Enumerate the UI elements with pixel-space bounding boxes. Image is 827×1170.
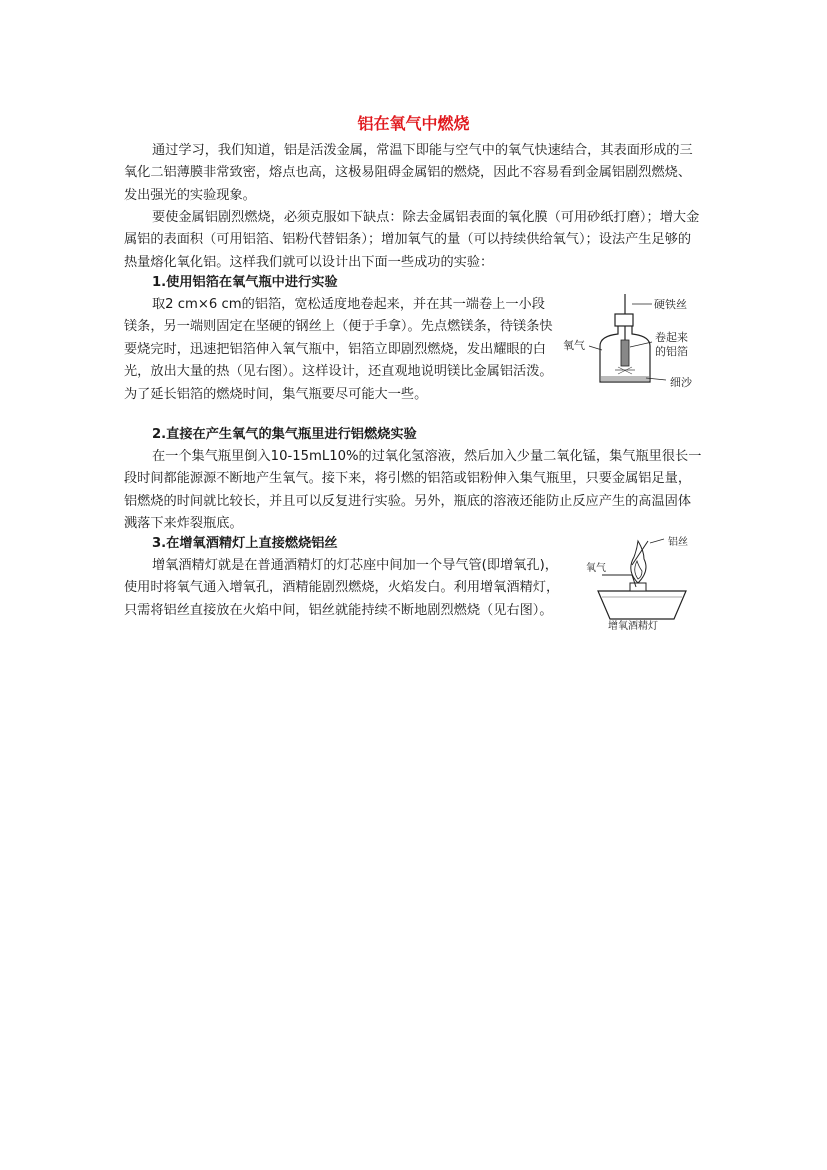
section-1-heading: 1.使用铝箔在氧气瓶中进行实验 — [152, 275, 338, 290]
sand-layer — [601, 376, 649, 381]
document-title: 铝在氧气中燃烧 — [357, 114, 470, 133]
rolled-foil — [621, 340, 629, 366]
wick-holder — [630, 583, 646, 591]
section-2-body: 在一个集气瓶里倒入10-15mL10%的过氧化氢溶液，然后加入少量二氧化锰，集气瓶里很长一段时间都能源源不断地产生氧气。接下来，将引燃的铝箔或铝粉伸入集气瓶里，只要金属铝足量，铝燃烧的时间就比较长，并且可以反复进行实验。另外，瓶底的溶液还能防止反应产生的高温固体溅落下来炸裂瓶底。 — [124, 449, 702, 532]
bottle-stopper — [615, 314, 633, 326]
lamp-body — [598, 591, 686, 619]
label-rolled-foil-1: 卷起来 — [655, 331, 688, 344]
section-1-body: 取2 cm×6 cm的铝箔，宽松适度地卷起来，并在其一端卷上一小段镁条，另一端则固定在坚硬的钢丝上（便于手拿）。先点燃镁条，待镁条快要烧完时，迅速把铝箔伸入氧气瓶中，铝箔立即剧烈燃烧，发出耀眼的白光，放出大量的热（见右图）。这样设计，还直观地说明镁比金属铝活泼。为了延长铝箔的燃烧时间，集气瓶要尽可能大一些。 — [124, 297, 553, 402]
label-rolled-foil-2: 的铝箔 — [655, 345, 688, 358]
label-fine-sand: 细沙 — [670, 376, 692, 389]
oxygen-lamp-figure — [582, 535, 702, 631]
intro-paragraph-2: 要使金属铝剧烈燃烧，必须克服如下缺点：除去金属铝表面的氧化膜（可用砂纸打磨）；增大金属铝的表面积（可用铝箔、铝粉代替铝条）；增加氧气的量（可以持续供给氧气）；设法产生足够的热量熔化氧化铝。这样我们就可以设计出下面一些成功的实验： — [124, 210, 700, 270]
section-2-heading: 2.直接在产生氧气的集气瓶里进行铝燃烧实验 — [152, 427, 417, 442]
label-iron-wire: 硬铁丝 — [654, 298, 687, 311]
label-oxygen-inlet: 氧气 — [586, 563, 606, 574]
label-oxygen: 氧气 — [563, 339, 585, 352]
section-3-heading: 3.在增氧酒精灯上直接燃烧铝丝 — [152, 536, 338, 551]
oxygen-bottle-figure — [560, 292, 710, 392]
label-aluminum-wire: 铝丝 — [668, 537, 688, 548]
section-3-body: 增氧酒精灯就是在普通酒精灯的灯芯座中间加一个导气管(即增氧孔)，使用时将氧气通入增氧孔，酒精能剧烈燃烧，火焰发白。利用增氧酒精灯，只需将铝丝直接放在火焰中间，铝丝就能持续不断地剧烈燃烧（见右图）。 — [124, 558, 560, 618]
intro-paragraph-1: 通过学习，我们知道，铝是活泼金属，常温下即能与空气中的氧气快速结合，其表面形成的三氧化二铝薄膜非常致密，熔点也高，这极易阻碍金属铝的燃烧，因此不容易看到金属铝剧烈燃烧、发出强光的实验现象。 — [124, 143, 693, 203]
label-oxygen-lamp: 增氧酒精灯 — [608, 621, 658, 631]
